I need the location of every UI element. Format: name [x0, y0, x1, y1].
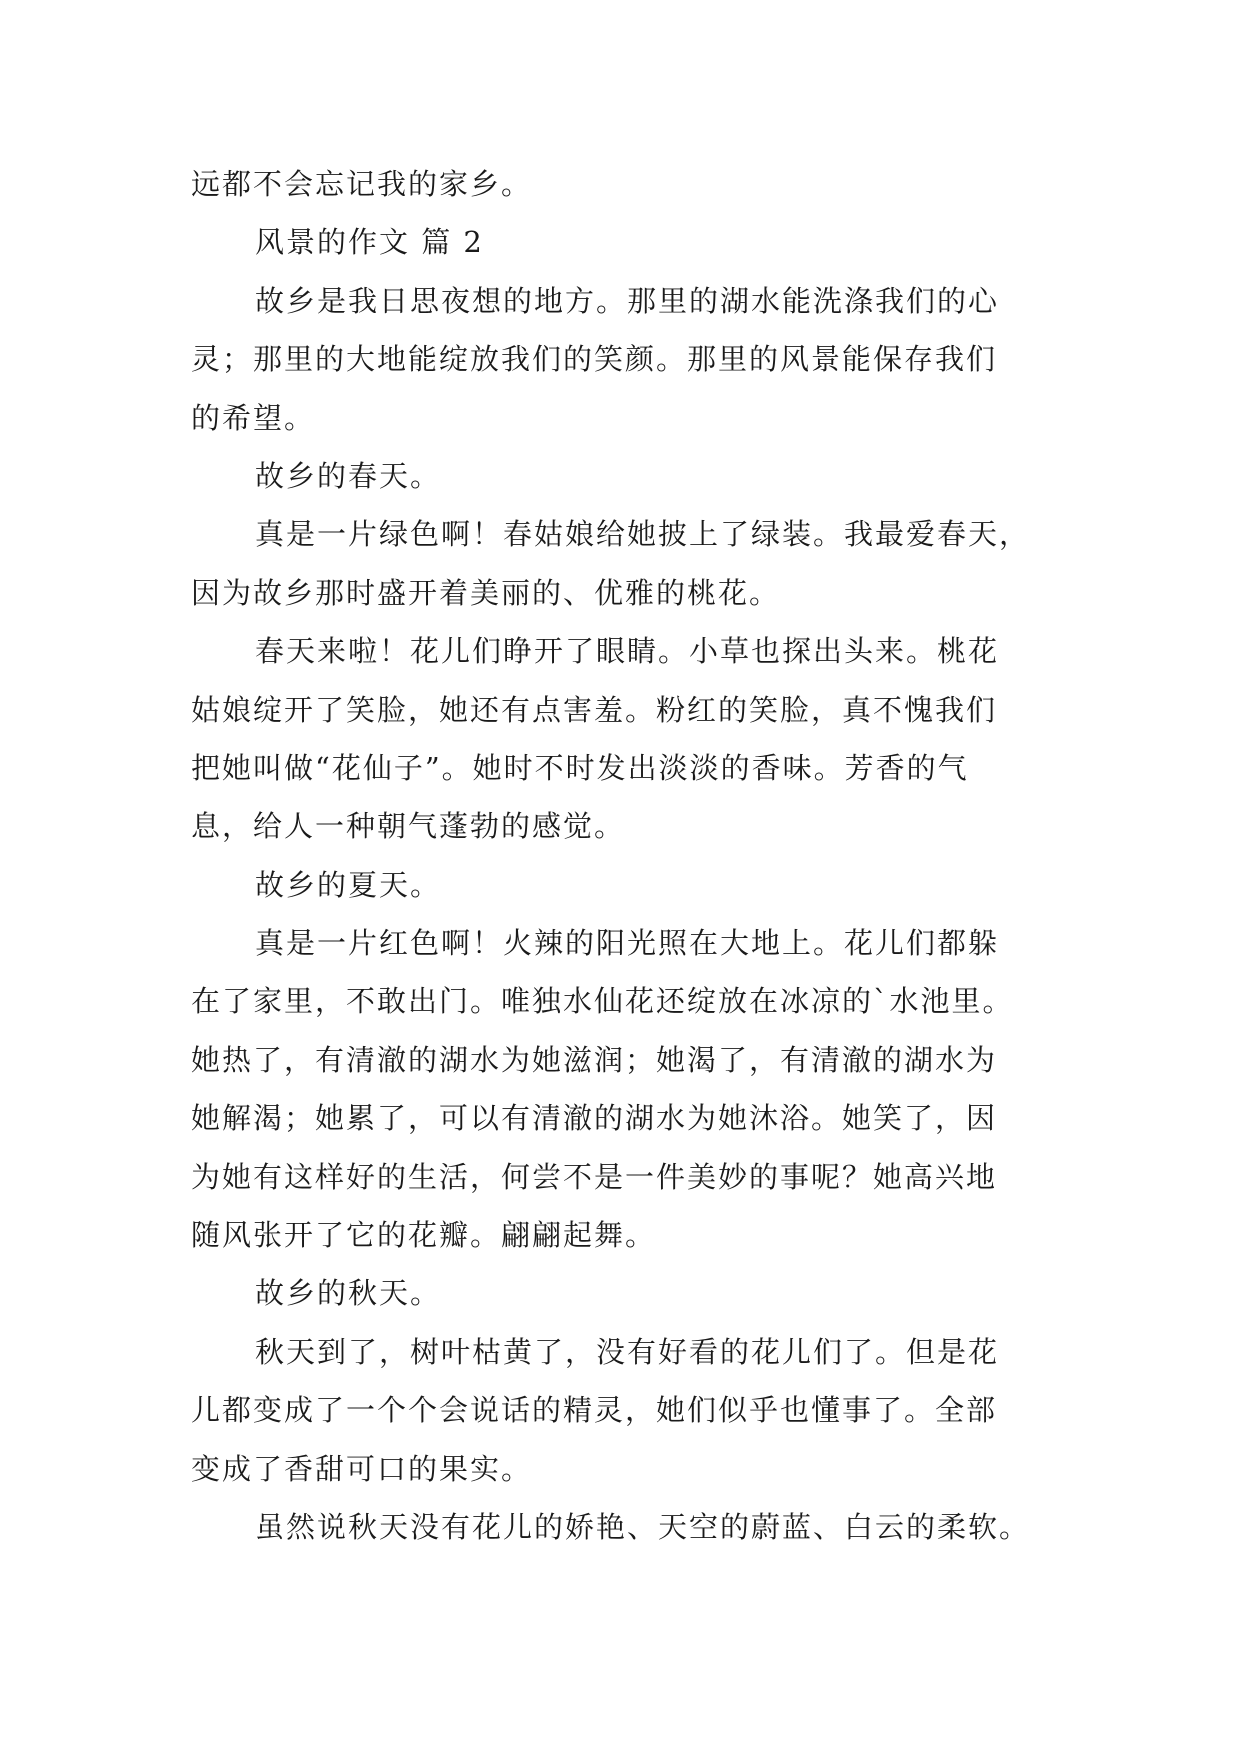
text-line: 虽然说秋天没有花儿的娇艳、天空的蔚蓝、白云的柔软。	[255, 1509, 1031, 1544]
text-line: 真是一片绿色啊！春姑娘给她披上了绿装。我最爱春天，	[255, 517, 1031, 552]
text-line: 随风张开了它的花瓣。翩翩起舞。	[191, 1218, 657, 1253]
text-line: 她热了，有清澈的湖水为她滋润；她渴了，有清澈的湖水为	[191, 1042, 998, 1077]
essay-body	[191, 155, 1051, 1556]
text-line: 为她有这样好的生活，何尝不是一件美妙的事呢？她高兴地	[191, 1159, 998, 1194]
text-line: 因为故乡那时盛开着美丽的、优雅的桃花。	[191, 575, 781, 610]
section-heading: 风景的作文 篇 2	[255, 225, 484, 260]
text-line: 春天来啦！花儿们睁开了眼睛。小草也探出头来。桃花	[255, 634, 1000, 669]
text-line: 故乡是我日思夜想的地方。那里的湖水能洗涤我们的心	[255, 283, 1000, 318]
text-line: 秋天到了，树叶枯黄了，没有好看的花儿们了。但是花	[255, 1334, 1000, 1369]
text-line: 把她叫做“花仙子”。她时不时发出淡淡的香味。芳香的气	[191, 750, 969, 785]
text-line: 的希望。	[191, 400, 316, 435]
text-line: 故乡的秋天。	[255, 1276, 442, 1311]
text-line: 在了家里，不敢出门。唯独水仙花还绽放在冰凉的`水池里。	[191, 984, 1014, 1019]
text-line: 她解渴；她累了，可以有清澈的湖水为她沐浴。她笑了，因	[191, 1101, 998, 1136]
text-line: 远都不会忘记我的家乡。	[191, 167, 533, 201]
text-line: 儿都变成了一个个会说话的精灵，她们似乎也懂事了。全部	[191, 1393, 998, 1428]
text-line: 姑娘绽开了笑脸，她还有点害羞。粉红的笑脸，真不愧我们	[191, 692, 998, 727]
text-line: 故乡的夏天。	[255, 867, 442, 902]
text-line: 真是一片红色啊！火辣的阳光照在大地上。花儿们都躲	[255, 926, 1000, 961]
text-line: 息，给人一种朝气蓬勃的感觉。	[191, 809, 626, 844]
text-line: 故乡的春天。	[255, 458, 442, 493]
text-line: 灵；那里的大地能绽放我们的笑颜。那里的风景能保存我们	[191, 342, 998, 377]
text-line: 变成了香甜可口的果实。	[191, 1451, 533, 1486]
